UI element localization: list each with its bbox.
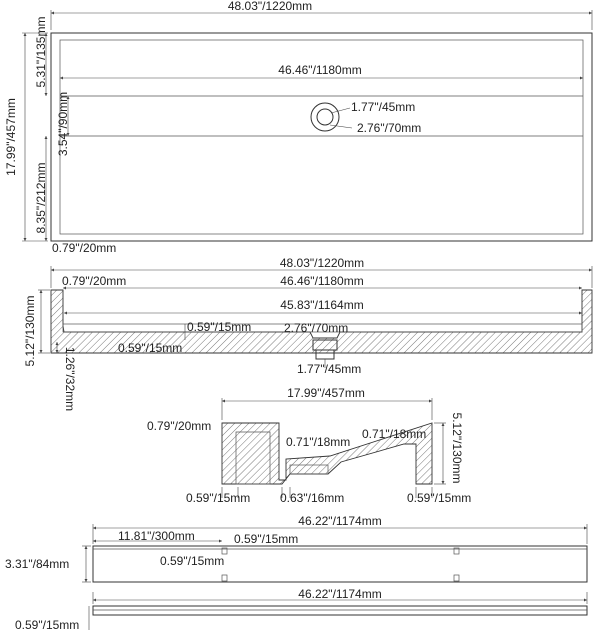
bracket-length-label: 46.22"/1174mm [298, 514, 382, 528]
front-recess-label: 1.26"/32mm [63, 346, 77, 412]
bracket-hole-top-label: 0.59"/15mm [234, 532, 299, 546]
bracket-height-label: 3.31"/84mm [5, 557, 70, 571]
front-wall-label: 0.79"/20mm [62, 274, 127, 288]
drain-inner-circle [317, 109, 333, 125]
side-left-foot-label: 0.59"/15mm [186, 491, 251, 505]
side-depth-label: 17.99"/457mm [287, 386, 365, 400]
bracket-hole-offset-label: 11.81"/300mm [118, 529, 195, 543]
top-overall-depth-label: 17.99"/457mm [4, 98, 18, 176]
bracket-hole-1-bottom [222, 575, 227, 581]
top-inner-length-label: 46.46"/1180mm [278, 63, 362, 77]
bracket-view [5, 514, 587, 582]
top-front-lip-label: 0.79"/20mm [52, 241, 117, 255]
top-drain-outer-label: 2.76"/70mm [357, 121, 422, 135]
strip-thickness-label: 0.59"/15mm [15, 618, 80, 632]
side-inner-wall-label: 0.71"/18mm [286, 435, 351, 449]
side-right-foot-label: 0.59"/15mm [407, 491, 472, 505]
top-trough-width-label: 3.54"/90mm [56, 91, 70, 157]
top-back-ledge-label: 5.31"/135mm [34, 16, 48, 88]
front-drain-outer-label: 2.76"/70mm [284, 321, 349, 335]
side-center-gap-label: 0.63"/16mm [280, 491, 345, 505]
strip-length-label: 46.22"/1174mm [298, 587, 382, 601]
top-overall-length-label: 48.03"/1220mm [227, 0, 313, 13]
side-top-rim-label: 0.79"/20mm [147, 419, 212, 433]
strip-outline [93, 606, 587, 615]
side-height-label: 5.12"/130mm [450, 412, 464, 484]
front-bottom-thickness-2-label: 0.59"/15mm [118, 341, 183, 355]
front-inner-length-label: 46.46"/1180mm [280, 274, 364, 288]
side-slope-wall-label: 0.71"/18mm [362, 427, 427, 441]
front-height-label: 5.12"/130mm [23, 295, 37, 367]
bracket-hole-2-bottom [454, 575, 459, 581]
front-bottom-thickness-label: 0.59"/15mm [187, 320, 252, 334]
front-bottom-length-label: 45.83"/1164mm [280, 298, 364, 312]
top-front-section-label: 8.35"/212mm [34, 162, 48, 234]
front-overall-length-label: 48.03"/1220mm [279, 256, 365, 270]
side-section-view [147, 386, 471, 505]
top-view [4, 0, 592, 255]
bracket-hole-side-label: 0.59"/15mm [160, 554, 225, 568]
strip-view [15, 587, 587, 632]
top-drain-inner-label: 1.77"/45mm [351, 100, 416, 114]
front-drain-inner-label: 1.77"/45mm [297, 362, 362, 376]
drain-outer-circle [311, 103, 339, 131]
